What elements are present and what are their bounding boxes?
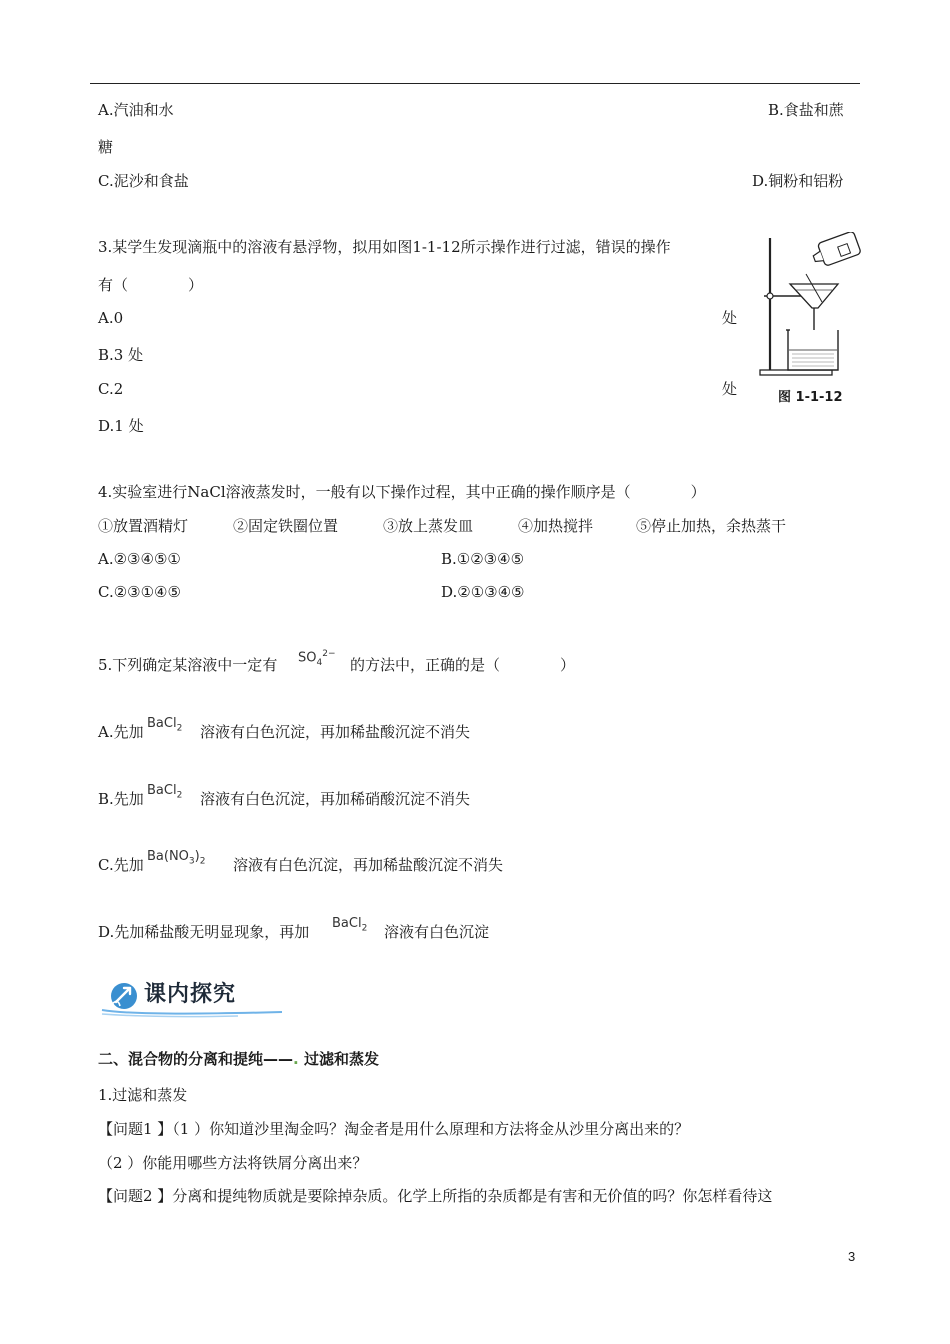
q5-option-d-suffix: 溶液有白色沉淀 (384, 923, 490, 941)
q3-stem-line1: 3.某学生发现滴瓶中的溶液有悬浮物，拟用如图1-1-12所示操作进行过滤，错误的操作 (98, 238, 671, 256)
q3-option-c: C.2 (98, 380, 124, 398)
q2-option-b: B.食盐和蔗 (768, 101, 844, 119)
q5-option-a-reagent: BaCl$_2$ (147, 716, 183, 734)
q3-option-a-suffix: 处 (722, 309, 738, 327)
q3-option-b: B.3 处 (98, 346, 144, 364)
q2-option-d: D.铜粉和铝粉 (752, 172, 844, 190)
q4-stem: 4.实验室进行NaCl溶液蒸发时，一般有以下操作过程，其中正确的操作顺序是（ ） (98, 483, 706, 501)
q5-stem-after: 的方法中，正确的是（ ） (350, 656, 576, 674)
clamp-screw (767, 293, 773, 299)
q5-option-c-suffix: 溶液有白色沉淀，再加稀盐酸沉淀不消失 (233, 856, 504, 874)
section2-heading: 二、混合物的分离和提纯——. 过滤和蒸发 (98, 1050, 379, 1068)
q4-option-b: B.①②③④⑤ (441, 550, 525, 568)
q5-stem-before: 5.下列确定某溶液中一定有 (98, 656, 278, 674)
q5-option-b-reagent: BaCl$_2$ (147, 783, 183, 801)
q3-stem-line2: 有（ ） (98, 276, 204, 294)
q5-option-a-prefix: A.先加 (98, 723, 144, 741)
q5-sulfate-ion: $SO_4^{2-}$ (298, 649, 336, 668)
section2-subheading: 1.过滤和蒸发 (98, 1086, 188, 1104)
figure-caption: 图 1-1-12 (778, 390, 843, 405)
q4-step-1: ①放置酒精灯 (98, 517, 189, 535)
dropper-bottle (810, 232, 861, 269)
q2-option-b-cont: 糖 (98, 138, 114, 156)
q5-option-c-prefix: C.先加 (98, 856, 144, 874)
q3-option-c-suffix: 处 (722, 380, 738, 398)
q2-option-a: A.汽油和水 (98, 101, 174, 119)
q2-option-c: C.泥沙和食盐 (98, 172, 189, 190)
q4-step-3: ③放上蒸发皿 (383, 517, 474, 535)
q4-step-2: ②固定铁圈位置 (233, 517, 339, 535)
q4-option-d: D.②①③④⑤ (441, 583, 525, 601)
header-rule (90, 83, 860, 84)
q4-option-a: A.②③④⑤① (98, 550, 181, 568)
banner-underline (102, 1010, 282, 1014)
q5-option-c-reagent: $Ba(NO_3)_2$ (147, 849, 206, 867)
q5-option-d-reagent: BaCl$_2$ (332, 916, 368, 934)
section2-question2: 【问题2 】分离和提纯物质就是要除掉杂质。化学上所指的杂质都是有害和无价值的吗？你怎样看待这 (98, 1187, 773, 1205)
q4-step-5: ⑤停止加热，余热蒸干 (636, 517, 787, 535)
q4-option-c: C.②③①④⑤ (98, 583, 181, 601)
q4-step-4: ④加热搅拌 (518, 517, 594, 535)
q3-option-a: A.0 (98, 309, 124, 327)
q3-option-d: D.1 处 (98, 417, 144, 435)
section2-question1-part2: （2 ）你能用哪些方法将铁屑分离出来？ (98, 1154, 368, 1172)
q5-option-d-prefix: D.先加稀盐酸无明显现象，再加 (98, 923, 310, 941)
filtration-apparatus-figure (756, 232, 866, 380)
q5-option-b-suffix: 溶液有白色沉淀，再加稀硝酸沉淀不消失 (200, 790, 471, 808)
q5-option-b-prefix: B.先加 (98, 790, 144, 808)
page-number: 3 (848, 1249, 856, 1264)
q5-option-a-suffix: 溶液有白色沉淀，再加稀盐酸沉淀不消失 (200, 723, 471, 741)
stand-base (760, 370, 832, 375)
section2-question1: 【问题1 】（1 ）你知道沙里淘金吗？淘金者是用什么原理和方法将金从沙里分离出来的？ (98, 1120, 690, 1138)
section-banner-title: 课内探究 (144, 982, 237, 1007)
